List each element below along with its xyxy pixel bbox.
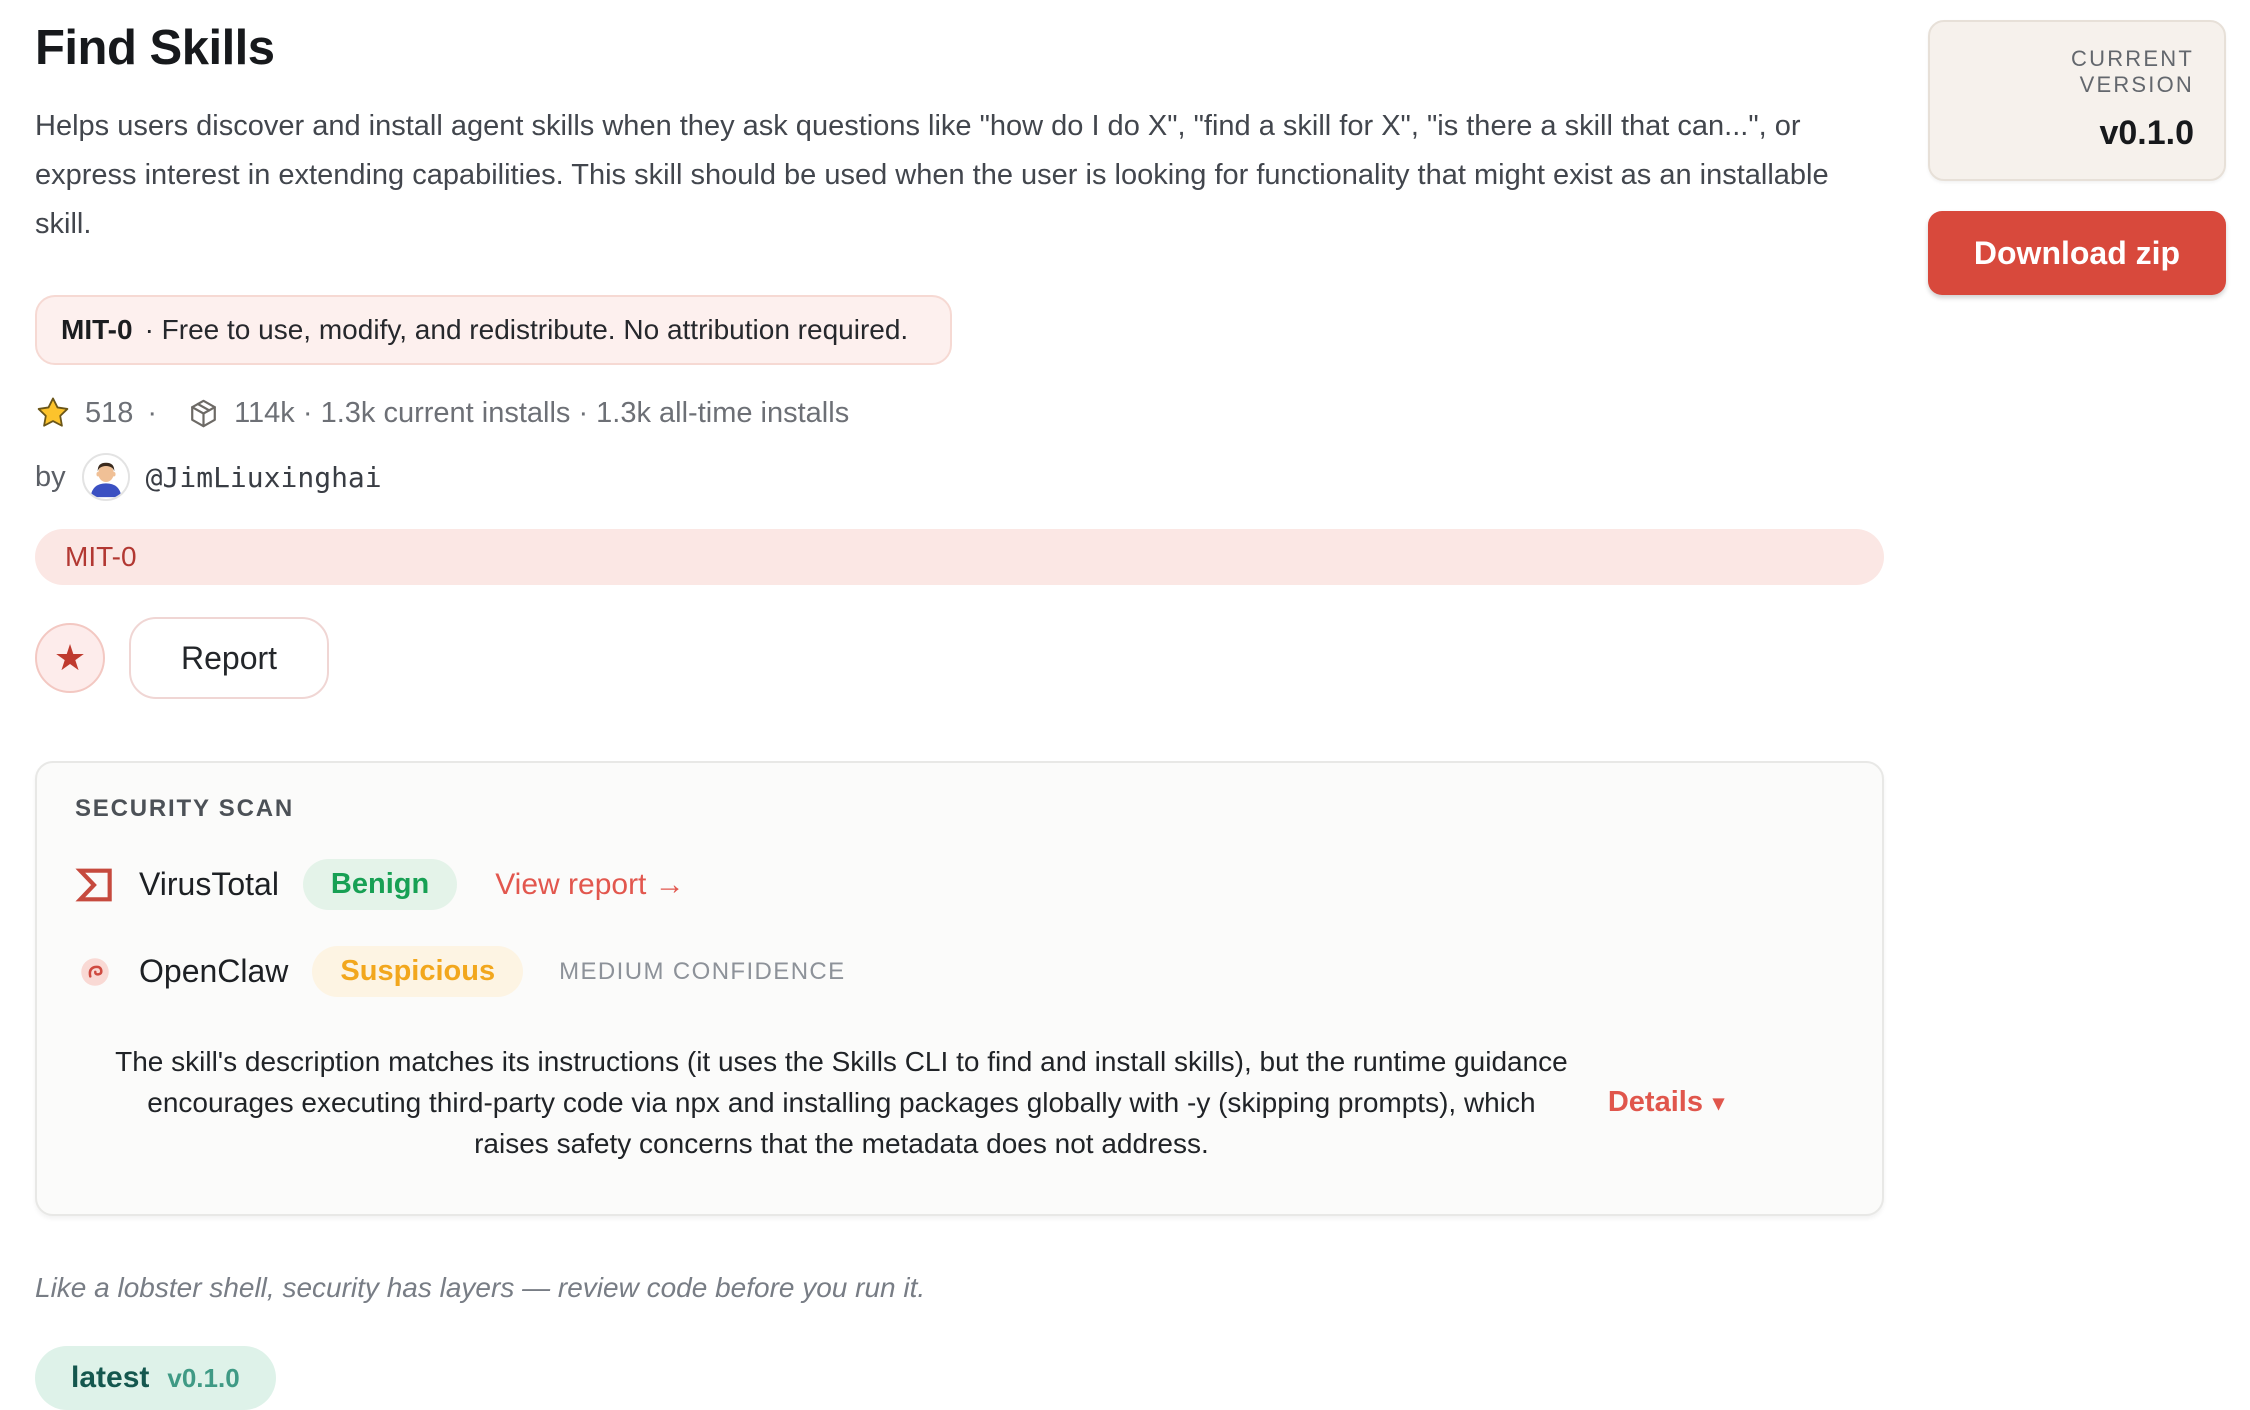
- skill-description: Helps users discover and install agent skills when they ask questions like "how do I do X", "find a skill for X", "is there a skill that can...", or express interest in extending capabilities. This skill should be used when the user is looking for functionality that might exist as an installable skill.: [35, 110, 1829, 240]
- security-quote: Like a lobster shell, security has layers — review code before you run it.: [35, 1272, 926, 1303]
- stats-row: [35, 395, 1890, 431]
- security-scan-heading: SECURITY SCAN: [75, 795, 294, 822]
- license-banner-text: · Free to use, modify, and redistribute. No attribution required.: [144, 314, 909, 345]
- security-scan-card: [35, 761, 1884, 1216]
- license-tag-banner[interactable]: MIT-0: [35, 529, 1884, 585]
- version-panel: [1928, 20, 2226, 295]
- star-count: 518: [85, 396, 134, 429]
- star-icon: ★: [53, 637, 87, 678]
- action-row: [35, 617, 1890, 699]
- star-icon: [35, 395, 71, 431]
- view-report-link[interactable]: View report →: [495, 867, 685, 901]
- openclaw-icon: [80, 957, 110, 987]
- confidence-label: MEDIUM CONFIDENCE: [559, 957, 846, 985]
- benign-badge: Benign: [303, 859, 457, 910]
- virustotal-icon: [75, 865, 115, 905]
- latest-version-badge: [35, 1346, 276, 1410]
- report-button[interactable]: Report: [129, 617, 329, 699]
- author-prefix: by: [35, 460, 66, 493]
- latest-tag-label: latest: [71, 1361, 150, 1394]
- suspicious-badge: Suspicious: [312, 946, 523, 997]
- license-banner: [35, 295, 952, 365]
- main-content: [35, 0, 1890, 1410]
- avatar[interactable]: [82, 453, 130, 501]
- openclaw-name: OpenClaw: [139, 953, 289, 989]
- download-zip-button[interactable]: Download zip: [1928, 211, 2226, 295]
- latest-version-value: v0.1.0: [167, 1362, 240, 1393]
- favorite-star-button[interactable]: [35, 623, 105, 693]
- author-handle[interactable]: @JimLiuxinghai: [145, 460, 382, 494]
- current-version-value: v0.1.0: [2099, 114, 2194, 152]
- virustotal-name: VirusTotal: [139, 866, 279, 902]
- details-toggle[interactable]: [1608, 1086, 1724, 1119]
- page-title: Find Skills: [35, 21, 275, 75]
- chevron-down-icon: ▾: [1712, 1089, 1724, 1115]
- stats-separator: ·: [147, 396, 158, 429]
- current-version-box: [1928, 20, 2226, 181]
- author-row: [35, 453, 1890, 501]
- openclaw-row: [75, 946, 1844, 997]
- current-version-label: CURRENT VERSION: [2071, 46, 2194, 97]
- install-stats: 114k · 1.3k current installs · 1.3k all-time installs: [234, 396, 850, 429]
- scan-summary: The skill's description matches its instructions (it uses the Skills CLI to find and install skills), but the runtime guidance encourages executing third-party code via npx and installing packages globally with -y (skipping prompts), which raises safety concerns that the metadata does not address.: [115, 1046, 1568, 1159]
- license-name: MIT-0: [61, 314, 133, 345]
- details-label: Details: [1607, 1086, 1703, 1118]
- package-icon: [187, 397, 220, 430]
- scan-summary-row: [75, 1041, 1844, 1164]
- virustotal-row: [75, 859, 1844, 910]
